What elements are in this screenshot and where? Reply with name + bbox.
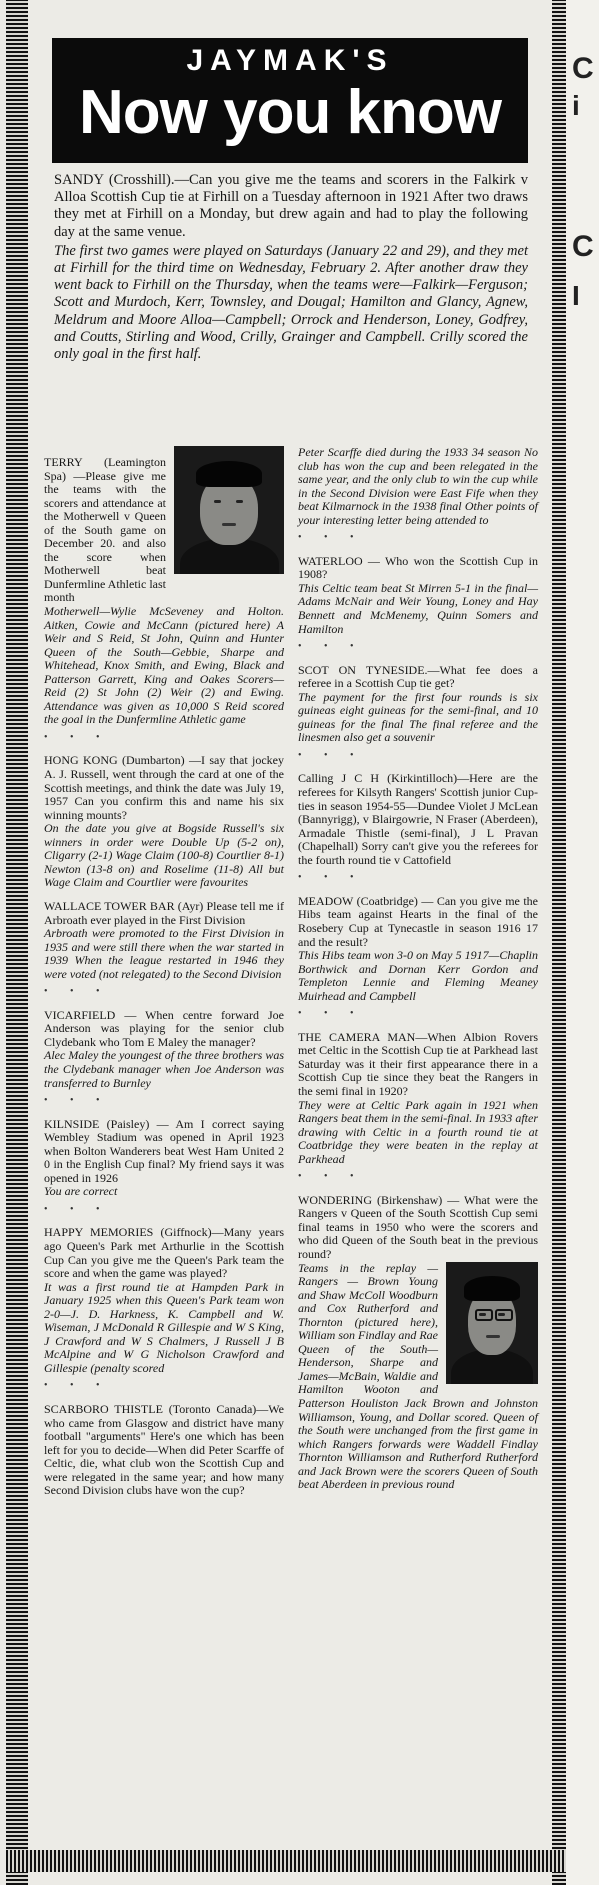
left-border-hatch <box>6 0 28 1885</box>
right-column <box>298 446 538 1492</box>
section-separator: • • • <box>298 641 364 653</box>
section-separator: • • • <box>44 731 110 743</box>
lead-answer: The first two games were played on Saturdays (January 22 and 29), and they met at Firhill for the third time on Wednesday, February 2. After another draw they went back to Firhill on the Thursday, when the teams were—Falkirk—Ferguson; Scott and Murdoch, Kerr, Townsley, and Dougal; Hamilton and Glancy, Agnew, Meldrum and Moore Alloa—Campbell; Orrock and Henderson, Loney, Godfrey, and Coutts, Stirling and Wood, Crilly, Grainger and Campbell. Crilly scored the only goal in the first half. <box>54 242 528 363</box>
section-separator: • • • <box>298 1171 364 1183</box>
reader-question: THE CAMERA MAN—When Albion Rovers met Celtic in the Scottish Cup tie at Parkhead last Saturday was it their first appearance there in a Scottish Cup tie since they beat the Rangers in the semi final in 1920? <box>298 1029 538 1098</box>
reader-question: WALLACE TOWER BAR (Ayr) Please tell me if Arbroath ever played in the First Division <box>44 898 284 927</box>
answer: This Celtic team beat St Mirren 5-1 in the final—Adams McNair and Weir Young, Loney and Hay Bennett and McMenemy, Quinn Somers and Hamilton <box>298 580 538 636</box>
reader-question: Calling J C H (Kirkintilloch)—Here are the referees for Kilsyth Rangers' Scottish junior Cup-ties in season 1954-55—Dundee Violet J McLean (Bannyrigg), v Blairgowrie, N Fraser (Aberdeen), Armadale Thistle (semi-final), J L Pravan (Chapelhall) Sorry can't give you the referees for the fourth round tie v Cattofield <box>298 771 538 867</box>
section-separator: • • • <box>298 872 364 884</box>
reader-question: VICARFIELD — When centre forward Joe Anderson was playing for the senior club Clydebank who Tom E Maley the manager? <box>44 1007 284 1049</box>
answer: This Hibs team won 3-0 on May 5 1917—Chaplin Borthwick and Dornan Kerr Gordon and Templeton Lennie and Fleming Meaney Muirhead and Campbell <box>298 948 538 1003</box>
answer: It was a first round tie at Hampden Park in January 1925 when this Queen's Park team won 2-0—J. D. Harkness, K. Campbell and W. Wiseman, J McDonald R Gillespie and W S King, J Crawford and W S Chalmers, J Russell J B McAlpine and W G Nicholson Crawford and Gillespie (penalty scored <box>44 1279 284 1375</box>
answer: They were at Celtic Park again in 1921 when Rangers beat them in the semi-final. In 1933 after drawing with Celtic in a fourth round tie at Coatbridge they were beaten in the replay at Parkhead <box>298 1097 538 1166</box>
section-separator: • • • <box>44 1095 110 1107</box>
reader-question: WATERLOO — Who won the Scottish Cup in 1908? <box>298 553 538 582</box>
lead-item <box>54 172 528 365</box>
photo-mccann <box>174 446 284 574</box>
reader-question: HONG KONG (Dumbarton) —I say that jockey A. J. Russell, went through the card at one of the Scottish meetings, and think the date was July 19, 1957 Can you confirm this and name his six winning mounts? <box>44 753 284 822</box>
answer: Peter Scarffe died during the 1933 34 season No club has won the cup and been relegated in the same year, and the only club to win the cup while in the Second Division were East Fife when they beat Kilmarnock in the 1938 final Other points of your interesting letter being attended to <box>298 445 538 527</box>
lead-question: SANDY (Crosshill).—Can you give me the teams and scorers in the Falkirk v Alloa Scottish Cup tie at Firhill on a Tuesday afternoon in 1921 After two draws they met at Firhill on a Monday, but drew again and had to play the following day at the same venue. <box>54 172 528 240</box>
photo-thornton <box>446 1262 538 1384</box>
answer: You are correct <box>44 1184 118 1199</box>
answer: Alec Maley the youngest of the three brothers was the Clydebank manager when Joe Anderson was transferred to Burnley <box>44 1048 284 1090</box>
answer: Arbroath were promoted to the First Division in 1935 and were still there when the war started in 1939 When the league restarted in 1946 they were voted (not relegated) to the Second Division <box>44 926 284 981</box>
left-column <box>44 446 284 1498</box>
article <box>34 30 546 1846</box>
section-separator: • • • <box>44 1380 110 1392</box>
headline: Now you know <box>79 78 501 147</box>
section-separator: • • • <box>298 1008 364 1020</box>
reader-question: SCARBORO THISTLE (Toronto Canada)—We who came from Glasgow and district have many football "arguments" Here's one which has been left for you to decide—When did Peter Scarffe of Celtic, die, what club won the Scottish Cup and were relegated in the same year; and how many Second Division clubs have won the cup? <box>44 1402 284 1498</box>
reader-question: SCOT ON TYNESIDE.—What fee does a referee in a Scottish Cup tie get? <box>298 662 538 691</box>
section-separator: • • • <box>298 532 364 544</box>
answer: Teams in the replay — Rangers — Brown Young and Shaw McColl Woodburn and Cox Rutherford and Thornton (pictured here), William son Findlay and Rae Queen of the South—Henderson, Sharpe and James—McBain, Waldie and Hamilton Wooton and Patterson Houliston Jack Brown and Johnston Williamson, Young, and Dollar scored. Queen of the South were unchanged from the first game in which Rangers forwards were Waddell Findlay Thornton Williamson and Rutherford Rutherford and Jack Brown were the scorers Queen of South beat Aberdeen in previous round <box>298 1260 538 1492</box>
section-separator: • • • <box>298 749 364 761</box>
right-border-hatch <box>552 0 566 1885</box>
brand-title: JAYMAK'S <box>186 44 394 77</box>
masthead <box>52 38 528 163</box>
bottom-border-hatch <box>6 1850 566 1872</box>
reader-question: MEADOW (Coatbridge) — Can you give me the Hibs team against Hearts in the final of the Rosebery Cup at Tynecastle in season 1916 17 and the result? <box>298 893 538 949</box>
answer: The payment for the first four rounds is six guineas eight guineas for the semi-final, and 10 guineas for the final The final referee and the linesmen also get a souvenir <box>298 689 538 745</box>
reader-question: HAPPY MEMORIES (Giffnock)—Many years ago Queen's Park met Arthurlie in the Scottish Cup Can you give me the Queen's Park team the score and when the game was played? <box>44 1225 284 1281</box>
section-separator: • • • <box>44 1203 110 1215</box>
adjacent-column-fragment: C i C I <box>566 0 599 1885</box>
answer: On the date you give at Bogside Russell's six winners in order were Double Up (5-2 on), Cligarry (2-1) Wage Claim (100-8) Courtlier 8-1) Newton (13-8 on) and Roselime (11-8) All but Wage Claim and Courtlier were favourites <box>44 821 284 890</box>
answer: Motherwell—Wylie McSeveney and Holton. Aitken, Cowie and McCann (pictured here) A Weir and S Reid, St John, Quinn and Hunter Queen of the South—Gebbie, Sharpe and Whitehead, Knox Smith, and Ewing, Black and Patterson Garrett, King and Oakes Scorers—Reid (2) St John (2) Weir (2) and Ewing. Attendance was given as 10,000 S Reid scored the goal in the Dunfermline Athletic game <box>44 604 284 727</box>
section-separator: • • • <box>44 986 110 998</box>
reader-question: KILNSIDE (Paisley) — Am I correct saying Wembley Stadium was opened in April 1923 when Bolton Wanderers beat West Ham United 2 0 in the English Cup final? My friend says it was opened in 1926 <box>44 1116 284 1185</box>
reader-question: TERRY (Leamington Spa) —Please give me the teams with the scorers and attendance at the Motherwell v Queen of the South game on December 20. and also the score when Motherwell beat Dunfermline Athletic last month <box>44 455 166 605</box>
reader-question: WONDERING (Birkenshaw) — What were the Rangers v Queen of the South Scottish Cup semi final teams in 1950 who were the scorers and who did Queen of the South beat in the previous round? <box>298 1192 538 1261</box>
